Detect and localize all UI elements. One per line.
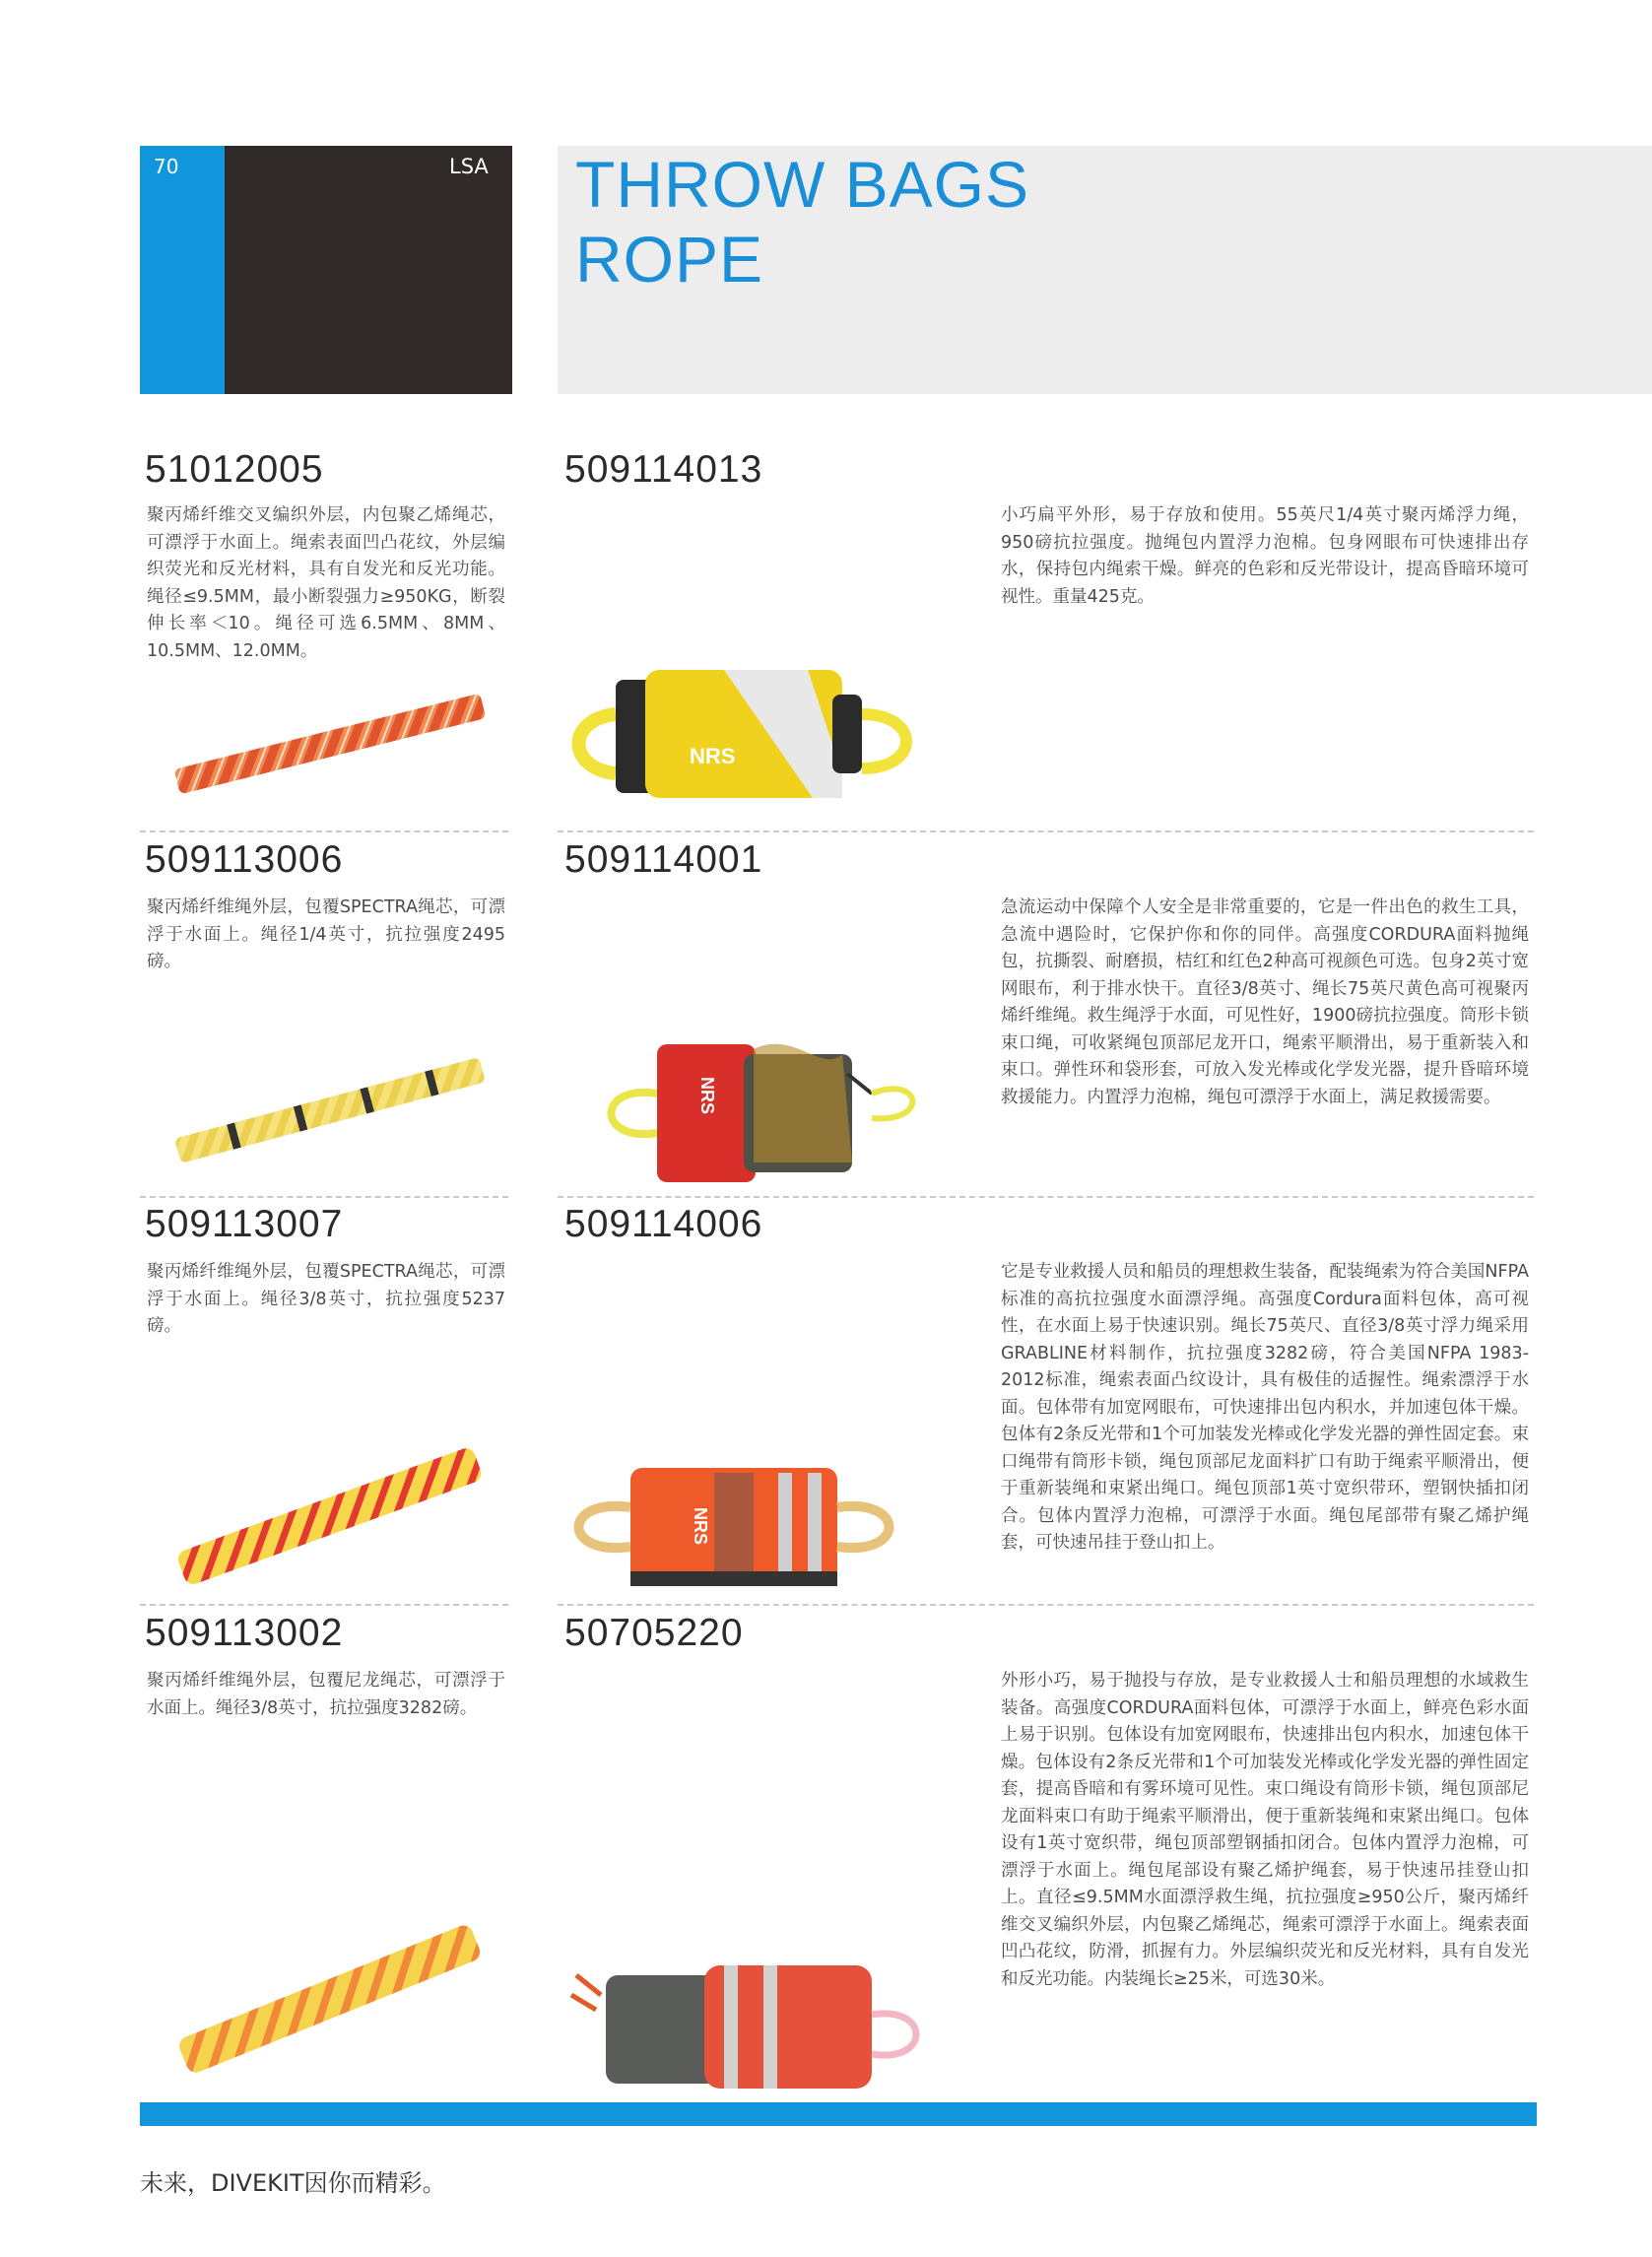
footer-bar xyxy=(140,2102,1537,2126)
footer-slogan: 未来，DIVEKIT因你而精彩。 xyxy=(140,2169,446,2197)
header-blue-block xyxy=(140,146,225,394)
rope-image-orange xyxy=(167,680,493,808)
throw-bag-image-red xyxy=(596,1015,931,1192)
row-divider xyxy=(558,830,1534,832)
throw-bag-image-orange xyxy=(552,1448,926,1596)
throw-bag-image-yellow xyxy=(566,660,921,808)
product-code: 51012005 xyxy=(145,448,324,491)
product-description: 外形小巧，易于抛投与存放，是专业救援人士和船员理想的水域救生装备。高强度CORDURA面料包体，可漂浮于水面上，鲜亮色彩水面上易于识别。包体设有加宽网眼布，快速排出包内积水，加速包体干燥。包体设有2条反光带和1个可加装发光棒或化学发光器的弹性固定套，提高昏暗和有雾环境可见性。束口绳设有筒形卡锁，绳包顶部尼龙面料束口有助于绳索平顺滑出，便于重新装绳和束紧出绳口。包体设有1英寸宽织带，绳包顶部塑钢插扣闭合。包体内置浮力泡棉，可漂浮于水面上。绳包尾部设有聚乙烯护绳套，易于快速吊挂登山扣上。直径≤9.5MM水面漂浮救生绳，抗拉强度≥950公斤，聚丙烯纤维交叉编织外层，内包聚乙烯绳芯，绳索可漂浮于水面上。绳索表面凹凸花纹，防滑，抓握有力。外层编织荧光和反光材料，具有自发光和反光功能。内装绳长≥25米，可选30米。 xyxy=(1001,1671,1529,1989)
throw-bag-image-red-gray xyxy=(557,1956,931,2093)
bag-logo: NRS xyxy=(697,1077,717,1115)
row-divider xyxy=(558,1196,1534,1198)
product-code: 509113006 xyxy=(145,838,344,881)
product-code: 509114006 xyxy=(564,1203,763,1245)
rope-image-yellow-red xyxy=(167,1433,493,1601)
rope-image-yellow-orange xyxy=(167,1911,493,2089)
row-divider xyxy=(140,1604,508,1606)
product-code: 50705220 xyxy=(564,1612,744,1654)
bag-logo: NRS xyxy=(690,744,736,768)
page-title-line1: THROW BAGS xyxy=(575,148,1030,221)
header-dark-block xyxy=(225,146,512,394)
rope-image-yellow-thin xyxy=(167,1046,493,1174)
page-title-line2: ROPE xyxy=(575,223,764,296)
bag-logo: NRS xyxy=(691,1507,710,1546)
product-description: 聚丙烯纤维绳外层，包覆SPECTRA绳芯，可漂浮于水面上。绳径3/8英寸，抗拉强度5237磅。 xyxy=(147,1262,505,1336)
product-description: 聚丙烯纤维绳外层，包覆尼龙绳芯，可漂浮于水面上。绳径3/8英寸，抗拉强度3282磅。 xyxy=(147,1671,505,1718)
product-description: 聚丙烯纤维交叉编织外层，内包聚乙烯绳芯，可漂浮于水面上。绳索表面凹凸花纹，外层编织荧光和反光材料，具有自发光和反光功能。绳径≤9.5MM，最小断裂强力≥950KG，断裂伸长率＜10。绳径可选6.5MM、8MM、10.5MM、12.0MM。 xyxy=(147,505,505,661)
product-description: 小巧扁平外形，易于存放和使用。55英尺1/4英寸聚丙烯浮力绳，950磅抗拉强度。抛绳包内置浮力泡棉。包身网眼布可快速排出存水，保持包内绳索干燥。鲜亮的色彩和反光带设计，提高昏暗环境可视性。重量425克。 xyxy=(1001,505,1529,607)
brand-label: LSA xyxy=(449,155,489,178)
product-description: 它是专业救援人员和船员的理想救生装备，配装绳索为符合美国NFPA标准的高抗拉强度水面漂浮绳。高强度Cordura面料包体，高可视性，在水面上易于快速识别。绳长75英尺、直径3/8英寸浮力绳采用GRABLINE材料制作，抗拉强度3282磅，符合美国NFPA 1983-2012标准，绳索表面凸纹设计，具有极佳的适握性。绳索漂浮于水面。包体带有加宽网眼布，可快速排出包内积水，并加速包体干燥。包体有2条反光带和1个可加装发光棒或化学发光器的弹性固定套。束口绳带有筒形卡锁，绳包顶部尼龙面料扩口有助于绳索平顺滑出，便于重新装绳和束紧出绳口。绳包顶部1英寸宽织带环，塑钢快插扣闭合。包体内置浮力泡棉，可漂浮于水面。绳包尾部带有聚乙烯护绳套，可快速吊挂于登山扣上。 xyxy=(1001,1262,1529,1553)
product-code: 509114013 xyxy=(564,448,763,491)
row-divider xyxy=(140,1196,508,1198)
row-divider xyxy=(558,1604,1534,1606)
product-description: 急流运动中保障个人安全是非常重要的，它是一件出色的救生工具，急流中遇险时，它保护你和你的同伴。高强度CORDURA面料抛绳包，抗撕裂、耐磨损，桔红和红色2种高可视颜色可选。包身2英寸宽网眼布，利于排水快干。直径3/8英寸、绳长75英尺黄色高可视聚丙烯纤维绳。救生绳浮于水面，可见性好，1900磅抗拉强度。筒形卡锁束口绳，可收紧绳包顶部尼龙开口，绳索平顺滑出，易于重新装入和束口。弹性环和袋形套，可放入发光棒或化学发光器，提升昏暗环境救援能力。内置浮力泡棉，绳包可漂浮于水面上，满足救援需要。 xyxy=(1001,897,1529,1107)
product-code: 509113007 xyxy=(145,1203,344,1245)
product-code: 509114001 xyxy=(564,838,763,881)
row-divider xyxy=(140,830,508,832)
product-description: 聚丙烯纤维绳外层，包覆SPECTRA绳芯，可漂浮于水面上。绳径1/4英寸，抗拉强度2495磅。 xyxy=(147,897,505,971)
page-number: 70 xyxy=(154,155,179,178)
product-code: 509113002 xyxy=(145,1612,344,1654)
